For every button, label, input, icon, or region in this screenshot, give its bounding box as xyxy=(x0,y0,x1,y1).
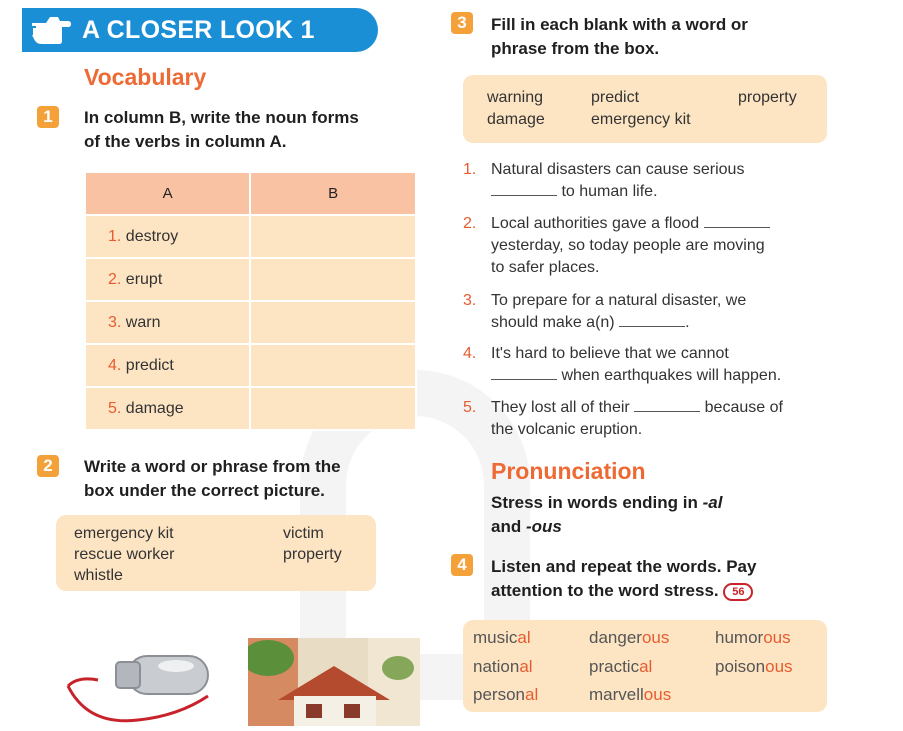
answer-blank[interactable] xyxy=(704,214,770,228)
word-stem: poison xyxy=(715,657,766,676)
word-box-item: emergency kit xyxy=(591,111,691,128)
list-item xyxy=(463,343,843,387)
item-text: because of xyxy=(704,399,783,416)
table-row xyxy=(85,344,416,387)
word-box-item xyxy=(715,657,793,677)
table-row xyxy=(85,258,416,301)
instruction-line: In column B, write the noun forms xyxy=(84,108,359,127)
verb-cell xyxy=(85,258,250,301)
word-box-item: rescue worker xyxy=(74,546,175,563)
row-number: 2. xyxy=(108,270,122,288)
row-number: 4. xyxy=(108,356,122,374)
word-box-item: whistle xyxy=(74,567,123,584)
item-text: yesterday, so today people are moving xyxy=(491,237,765,254)
list-item xyxy=(463,213,843,279)
exercise-1-instruction xyxy=(84,106,414,154)
column-b-header: B xyxy=(250,172,416,215)
list-item xyxy=(463,290,843,334)
word-box-item: property xyxy=(738,89,797,106)
item-number: 5. xyxy=(463,399,477,416)
word-box-item: victim xyxy=(283,525,324,542)
vocabulary-table xyxy=(84,171,417,431)
verb-word: destroy xyxy=(125,227,179,245)
item-number: 4. xyxy=(463,345,477,362)
word-stem: humor xyxy=(715,628,764,647)
word-box-item: damage xyxy=(487,111,545,128)
instruction-line: attention to the word stress. xyxy=(491,581,719,600)
item-text: It's hard to believe that we cannot xyxy=(491,345,729,362)
pronunciation-word-box xyxy=(463,620,827,712)
verb-cell xyxy=(85,215,250,258)
whistle-picture xyxy=(58,636,228,726)
row-number: 3. xyxy=(108,313,122,331)
word-box-item: predict xyxy=(591,89,640,106)
suffix-text: -al xyxy=(702,493,723,512)
item-text: They lost all of their xyxy=(491,399,630,416)
verb-cell xyxy=(85,301,250,344)
item-number: 1. xyxy=(463,161,477,178)
word-box-item: emergency kit xyxy=(74,525,174,542)
word-box-item xyxy=(589,657,652,677)
instruction-line: Fill in each blank with a word or xyxy=(491,15,748,34)
item-text: to safer places. xyxy=(491,259,600,276)
item-text: the volcanic eruption. xyxy=(491,421,643,438)
word-stem: person xyxy=(473,685,525,704)
answer-cell[interactable] xyxy=(250,387,416,430)
word-stem: music xyxy=(473,628,518,647)
exercise-3-instruction xyxy=(491,13,811,61)
list-item xyxy=(463,159,843,203)
word-stem: practic xyxy=(589,657,640,676)
answer-cell[interactable] xyxy=(250,258,416,301)
verb-word: erupt xyxy=(125,270,163,288)
instruction-line: Write a word or phrase from the xyxy=(84,457,341,476)
item-text: . xyxy=(685,314,690,331)
instruction-line: of the verbs in column A. xyxy=(84,132,287,151)
item-text: when earthquakes will happen. xyxy=(561,367,782,384)
answer-blank[interactable] xyxy=(491,182,557,196)
subheading-text: and xyxy=(491,517,526,536)
table-row xyxy=(85,387,416,430)
item-text: Local authorities gave a flood xyxy=(491,215,700,232)
item-number: 3. xyxy=(463,292,477,309)
section-banner xyxy=(22,8,378,52)
word-box-item xyxy=(473,628,531,648)
word-suffix: ous xyxy=(765,657,793,676)
word-box-item xyxy=(473,657,533,677)
word-box-item: warning xyxy=(487,89,544,106)
exercise-2-word-box xyxy=(56,515,376,591)
instruction-line: box under the correct picture. xyxy=(84,481,325,500)
exercise-3-word-box xyxy=(463,75,827,143)
word-box-item xyxy=(589,685,671,705)
word-stem: marvell xyxy=(589,685,644,704)
verb-word: warn xyxy=(125,313,161,331)
exercise-2-instruction xyxy=(84,455,404,503)
subheading-text: Stress in words ending in xyxy=(491,493,703,512)
audio-track-icon[interactable]: 56 xyxy=(723,583,753,601)
exercise-2-badge: 2 xyxy=(37,455,59,477)
item-text: should make a(n) xyxy=(491,314,615,331)
word-suffix: ous xyxy=(641,628,670,647)
list-item xyxy=(463,397,843,441)
item-number: 2. xyxy=(463,215,477,232)
pronunciation-subheading xyxy=(491,491,811,539)
instruction-line: phrase from the box. xyxy=(491,39,660,58)
exercise-4-instruction xyxy=(491,555,821,603)
exercise-1-badge: 1 xyxy=(37,106,59,128)
word-suffix: al xyxy=(524,685,539,704)
answer-cell[interactable] xyxy=(250,344,416,387)
exercise-3-badge: 3 xyxy=(451,12,473,34)
word-suffix: al xyxy=(517,628,531,647)
answer-cell[interactable] xyxy=(250,215,416,258)
word-suffix: al xyxy=(519,657,533,676)
pronunciation-heading: Pronunciation xyxy=(491,458,646,484)
word-stem: nation xyxy=(473,657,520,676)
house-property-picture xyxy=(248,638,420,726)
row-number: 5. xyxy=(108,399,122,417)
word-suffix: al xyxy=(639,657,653,676)
verb-word: predict xyxy=(125,356,174,374)
suffix-text: -ous xyxy=(525,517,562,536)
page-title: A CLOSER LOOK 1 xyxy=(82,15,315,44)
item-text: to human life. xyxy=(561,183,658,200)
word-suffix: ous xyxy=(643,685,672,704)
column-a-header: A xyxy=(85,172,250,215)
table-row xyxy=(85,301,416,344)
table-row xyxy=(85,215,416,258)
word-box-item xyxy=(473,685,538,705)
word-stem: danger xyxy=(589,628,642,647)
answer-cell[interactable] xyxy=(250,301,416,344)
answer-blank[interactable] xyxy=(619,313,685,327)
word-box-item xyxy=(589,628,669,648)
row-number: 1. xyxy=(108,227,122,245)
verb-cell xyxy=(85,387,250,430)
word-box-item xyxy=(715,628,791,648)
answer-blank[interactable] xyxy=(491,366,557,380)
word-box-item: property xyxy=(283,546,342,563)
word-suffix: ous xyxy=(763,628,791,647)
instruction-line: Listen and repeat the words. Pay xyxy=(491,557,757,576)
answer-blank[interactable] xyxy=(634,398,700,412)
item-text: Natural disasters can cause serious xyxy=(491,161,745,178)
vocabulary-heading: Vocabulary xyxy=(84,64,207,90)
verb-word: damage xyxy=(125,399,184,417)
exercise-4-badge: 4 xyxy=(451,554,473,576)
verb-cell xyxy=(85,344,250,387)
pointing-hand-icon xyxy=(22,8,78,52)
item-text: To prepare for a natural disaster, we xyxy=(491,292,747,309)
